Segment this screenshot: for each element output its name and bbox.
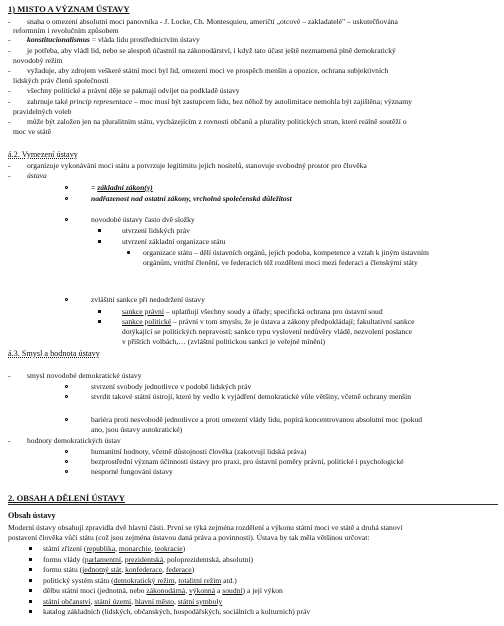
s1-line-3: je potřeba, aby vládl lid, nebo se alespoň účastnil na zákonodárství, i když tato účast ještě nezmamená plně demokratický <box>27 46 396 55</box>
s4-item-2 <box>43 555 253 564</box>
s2-line-2: ústava <box>27 171 47 180</box>
section-1-title: 1) MISTO A VÝZNAM ÚSTAVY <box>8 4 130 14</box>
term-statni-symboly: státní symboly <box>177 597 223 606</box>
term-totalitni-rezim: totalitní režim <box>178 576 222 585</box>
s4-item-1 <box>43 544 185 553</box>
dash-marker: - <box>8 86 11 95</box>
circle-bullet <box>65 298 68 301</box>
s4-item-3 <box>43 565 194 574</box>
dash-marker: - <box>8 436 11 445</box>
s1-line-3b: novodobý režim <box>13 56 63 65</box>
square-bullet <box>98 229 101 232</box>
term-republika: republika <box>86 544 116 553</box>
sep-comma: , <box>185 586 189 595</box>
term-demokraticky-rezim: demokratický režim <box>113 576 175 585</box>
s2-line-6: utvrzení lidských práv <box>122 226 190 235</box>
sep-comma: , <box>90 597 95 606</box>
s1-line-6 <box>27 97 412 106</box>
s2-line-4: nadřazenost nad ostatní zákony, vrcholná společenská důležitost <box>91 194 292 203</box>
s4-item-6 <box>43 597 222 606</box>
term-prezidentska: prezidentská <box>124 555 164 564</box>
dash-marker: - <box>8 97 11 106</box>
sep-comma: , <box>115 544 119 553</box>
s1-line-4b: lidských práv členů společnosti <box>13 76 109 85</box>
term-teokracie: teokracie <box>154 544 183 553</box>
s2-line-8b: orgánům, vnitřní členění, ve federacích též rozdělení moci mezi federaci a členskými státy <box>143 258 418 267</box>
s1-line-1: snaha o omezení absolutní moci panovníka - J. Locke, Ch. Montesquieu, američtí „otcové – zakladatelé" – uskutečňována <box>27 17 398 26</box>
s1-line-7b: moc ve státě <box>13 127 51 136</box>
square-bullet <box>98 320 101 323</box>
s3-line-4b: ano, jsou ústavy autokratické) <box>91 425 183 434</box>
term-zakladni-zakon: základní zákon(y) <box>97 183 153 192</box>
sep-and: a <box>215 586 223 595</box>
s4-item-4-rest: atd.) <box>221 576 237 585</box>
s3-line-5: hodnoty demokratických ústav <box>27 436 121 445</box>
s2-line-11 <box>122 317 415 326</box>
circle-bullet <box>65 450 68 453</box>
s2-line-11d: v příštích volbách,… (zvláštní politickou sankcí je veřejné mínění) <box>122 337 326 346</box>
s3-line-3: stvrdit takové státní ústrojí, které by vedlo k vyjádření demokratické vůle většiny, včetně ochrany menšin <box>91 392 412 401</box>
s4-item-2-a: formu vlády ( <box>43 555 85 564</box>
s1-line-2 <box>27 35 200 44</box>
term-konfederace: konfederace <box>125 565 163 574</box>
s3-line-4: bariéra proti nesvobodě jednotlivce a proti omezení vlády lidu, popírá koncentrovanou absolutní moc (pokud <box>91 415 423 424</box>
term-statni-uzemi: státní území <box>94 597 132 606</box>
square-bullet <box>29 568 32 571</box>
square-bullet <box>29 610 32 613</box>
circle-bullet <box>65 418 68 421</box>
s1-line-6-c: – moc musí být zastupcem lidu, bez něhož by autolimitace nemohla být zajištěna; významy <box>132 97 412 106</box>
s4-paragraph-1: Moderní ústavy obsahují zpravidla dvě hlavní části. První se týká zejména rozdělení a výkonu státní moci ve státě a druhá stanoví <box>8 523 403 532</box>
sep-comma: , <box>121 565 126 574</box>
term-parlamentni: parlamentní <box>84 555 122 564</box>
section-4-subtitle: Obsah ústavy <box>8 511 56 520</box>
s2-line-7: utvrzení základní organizace státu <box>122 237 226 246</box>
square-bullet <box>29 547 32 550</box>
s2-line-10-rest: – uplatňují všechny soudy a úřady; specifická ochrana pro ústavní soud <box>163 307 383 316</box>
sep-comma: , <box>174 576 179 585</box>
s1-line-6-a: zahrnuje také <box>27 97 70 106</box>
dash-marker: - <box>8 46 11 55</box>
s4-item-4-a: politický systém státu ( <box>43 576 114 585</box>
dash-marker: - <box>8 35 11 44</box>
section-2-title: á.2. Vymezení ústavy <box>8 150 78 159</box>
sep-comma: , <box>121 555 125 564</box>
s4-item-4 <box>43 576 237 585</box>
circle-bullet <box>65 470 68 473</box>
s1-line-7: může být založen jen na pluralitním státu, vycházejícím z rovnosti občanů a plurality politických stran, které reálně soutěží o <box>27 117 407 126</box>
term-monarchie: monarchie <box>118 544 151 553</box>
term-federace: federace <box>165 565 192 574</box>
section-4-title: 2. OBSAH A DĚLENÍ ÚSTAVY <box>8 493 125 503</box>
s4-item-5-a: dělbu státní moci (jednotná, nebo <box>43 586 147 595</box>
term-soudni: soudní <box>222 586 243 595</box>
s2-line-11c: dotýkající se politických nepravostí; sankce typu vyslovení nedůvěry vládě, nezvolení poslance <box>122 327 412 336</box>
dash-marker: - <box>8 17 11 26</box>
term-statni-obcanstvi: státní občanství <box>43 597 91 606</box>
s3-line-2: stvrzení svobody jednotlivce v podobě lidských práv <box>91 382 252 391</box>
sep-paren: ) <box>182 544 186 553</box>
sep-comma: , <box>162 565 166 574</box>
s1-line-5: všechny politické a právní děje se pakmají odvíjet na podkladě ústavy <box>27 86 240 95</box>
s1-line-4: vyžaduje, aby zdrojem veškeré státní moci byl lid, omezení moci ve prospěch menšin a opozice, ochrana subjektivních <box>27 66 389 75</box>
s4-item-3-a: formu státu ( <box>43 565 83 574</box>
term-hlavni-mesto: hlavní město <box>134 597 174 606</box>
s3-line-8: nesporné fungování ústavy <box>91 467 173 476</box>
section-3-title: á.3. Smysl a hodnota ústavy <box>8 349 100 358</box>
square-bullet <box>98 240 101 243</box>
circle-bullet <box>65 186 68 189</box>
dash-marker: - <box>8 371 11 380</box>
circle-bullet <box>65 385 68 388</box>
s3-line-6: humanitní hodnoty, včetně důstojnosti člověka (zakotvují lidská práva) <box>91 447 307 456</box>
square-bullet <box>98 310 101 313</box>
s4-item-1-a: státní zřízení ( <box>43 544 87 553</box>
s3-line-7: bezprostřední význam účinnosti ústavy pro praxi, pro ústavní poměry právní, politické i psychologické <box>91 457 404 466</box>
section-divider <box>8 504 498 505</box>
s2-line-11-rest: – právní v tom smyslu, že je ústava a zákony předpokládají; fakultativní sankce <box>171 317 415 326</box>
dash-marker: - <box>8 161 11 170</box>
dash-marker: - <box>8 171 11 180</box>
term-sankce-pravni: sankce právní <box>122 307 164 316</box>
term-vykonna: výkonná <box>188 586 216 595</box>
s2-line-9: zvláštní sankce při nedodržení ústavy <box>91 295 205 304</box>
s2-line-8: organizace státu – dělí ústavních orgánů, jejich podoba, kompetence a vztah k jiným ústavním <box>143 248 429 257</box>
circle-bullet <box>65 395 68 398</box>
s2-line-3-eq: = <box>91 183 98 192</box>
square-bullet <box>29 579 32 582</box>
dot-bullet <box>127 251 130 254</box>
sep-comma: , <box>131 597 135 606</box>
circle-bullet <box>65 197 68 200</box>
sep-paren: ) <box>191 565 195 574</box>
square-bullet <box>29 600 32 603</box>
s4-paragraph-2: postavení člověka vůči státu (což jsou zejména ústavou daná práva a povinnosti). Ústava by tak měla většinou určovat: <box>8 533 370 542</box>
s2-line-5: novodobé ústavy často dvě složky <box>91 215 195 224</box>
sep-comma: , <box>174 597 178 606</box>
s1-line-1b: reformním i revolučním způsobem <box>13 26 119 35</box>
term-konstitucionalismus: konstitucionalismus <box>27 35 90 44</box>
circle-bullet <box>65 218 68 221</box>
s4-item-5-rest: ) a její výkon <box>242 586 283 595</box>
s3-line-1: smysl novodobé demokratické ústavy <box>27 371 142 380</box>
s1-line-2-rest: = vláda lidu prostřednictvím ústavy <box>89 35 200 44</box>
term-zakonodarna: zákonodárná <box>146 586 186 595</box>
s4-item-7: katalog základních (lidských, občanských, hospodářských, sociálních a kulturních) práv <box>43 607 311 616</box>
square-bullet <box>29 558 32 561</box>
sep-comma: , <box>150 544 155 553</box>
dash-marker: - <box>8 66 11 75</box>
s2-line-1: organizuje vykonávání moci státu a potvrzuje legitimitu jejích nositelů, stanovuje svobodný prostor pro člověka <box>27 161 367 170</box>
square-bullet <box>29 589 32 592</box>
term-princip-representace: princip representace <box>69 97 133 106</box>
s2-line-3 <box>91 183 153 192</box>
s4-item-2-rest: , poloprezidentská, absolutní) <box>163 555 254 564</box>
s1-line-6d: pravidelných voleb <box>13 107 72 116</box>
term-sankce-politicke: sankce politické <box>122 317 172 326</box>
s2-line-10 <box>122 307 383 316</box>
s4-item-5 <box>43 586 283 595</box>
dash-marker: - <box>8 117 11 126</box>
circle-bullet <box>65 460 68 463</box>
term-jednotny-stat: jednotný stát <box>82 565 122 574</box>
